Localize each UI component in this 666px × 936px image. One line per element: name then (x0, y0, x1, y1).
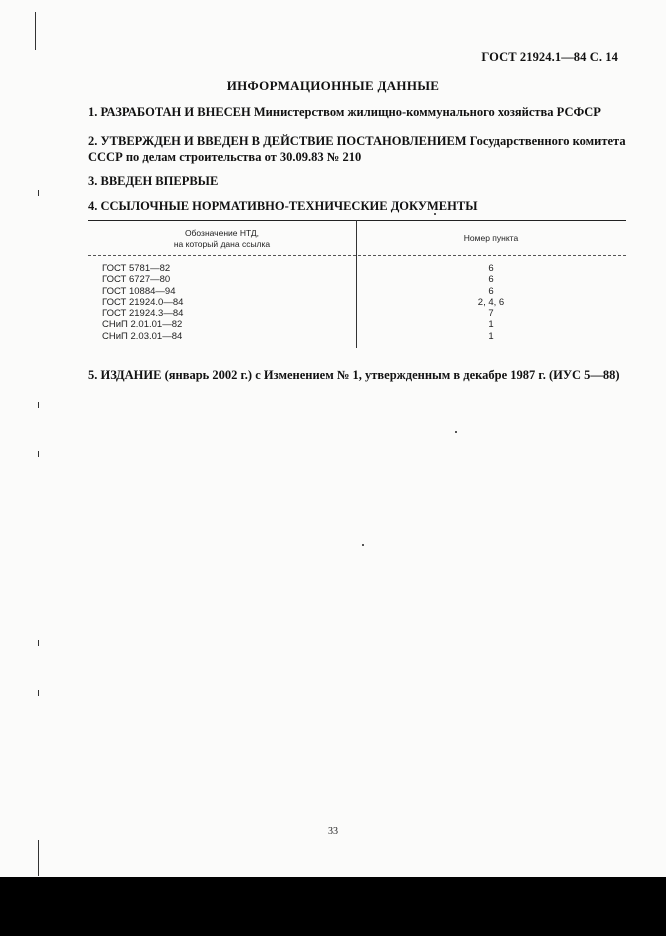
scan-edge-mark (38, 402, 39, 408)
scan-edge-mark (38, 840, 39, 876)
table-cell-document: ГОСТ 21924.3—84 (102, 308, 184, 320)
document-column (102, 263, 352, 342)
table-cell-point: 1 (488, 319, 494, 331)
page-header-doc-code: ГОСТ 21924.1—84 С. 14 (481, 50, 618, 64)
section-title: ИНФОРМАЦИОННЫЕ ДАННЫЕ (226, 78, 440, 93)
info-item-5-lead: 5. ИЗДАНИЕ (88, 368, 162, 382)
page-number: 33 (328, 826, 338, 837)
info-item-2-text: Государственного комитета СССР по делам строительства от 30.09.83 № 210 (88, 134, 626, 164)
info-item-3-lead: 3. ВВЕДЕН ВПЕРВЫЕ (88, 174, 219, 188)
table-header-point-number: Номер пункта (463, 233, 519, 243)
scan-edge-mark (38, 690, 39, 696)
table-top-rule (88, 220, 626, 221)
table-cell-document: ГОСТ 21924.0—84 (102, 296, 184, 308)
table-cell-point: 1 (488, 330, 494, 342)
info-item-3 (88, 173, 628, 189)
table-header-document-line-2: на который дана ссылка (173, 239, 271, 249)
info-item-2 (88, 133, 628, 165)
scan-speck (455, 431, 457, 433)
info-item-2-lead: 2. УТВЕРЖДЕН И ВВЕДЕН В ДЕЙСТВИЕ ПОСТАНОВЛЕНИЕМ (88, 134, 467, 148)
info-item-4 (88, 198, 628, 214)
table-cell-document: ГОСТ 10884—94 (102, 285, 176, 297)
scan-speck (362, 544, 364, 546)
info-item-5 (88, 367, 628, 383)
table-header-rule (88, 255, 626, 256)
info-item-4-lead: 4. ССЫЛОЧНЫЕ НОРМАТИВНО-ТЕХНИЧЕСКИЕ ДОКУМЕНТЫ (88, 199, 478, 213)
table-cell-point: 6 (488, 285, 494, 297)
scan-bottom-black-bar (0, 877, 666, 936)
table-cell-point: 6 (488, 263, 494, 274)
reference-documents-table (88, 220, 626, 350)
scan-edge-mark (38, 451, 39, 457)
table-cell-point: 7 (488, 308, 494, 320)
scan-edge-mark (38, 640, 39, 646)
table-cell-point: 2, 4, 6 (477, 296, 505, 308)
table-header-document-line-1: Обозначение НТД, (184, 228, 260, 238)
table-cell-document: ГОСТ 6727—80 (102, 274, 171, 286)
point-number-column (356, 263, 626, 342)
table-header-document (88, 228, 356, 250)
info-item-1-text: Министерством жилищно-коммунального хозяйства РСФСР (253, 105, 601, 119)
scan-edge-mark (35, 12, 36, 50)
table-cell-document: ГОСТ 5781—82 (102, 263, 171, 274)
table-cell-document: СНиП 2.03.01—84 (102, 330, 183, 342)
table-cell-document: СНиП 2.01.01—82 (102, 319, 183, 331)
scan-edge-mark (38, 190, 39, 196)
info-item-1-lead: 1. РАЗРАБОТАН И ВНЕСЕН (88, 105, 251, 119)
info-item-5-text: (январь 2002 г.) с Изменением № 1, утвержденным в декабре 1987 г. (ИУС 5—88) (164, 368, 620, 382)
table-cell-point: 6 (488, 274, 494, 286)
info-item-1 (88, 104, 628, 120)
